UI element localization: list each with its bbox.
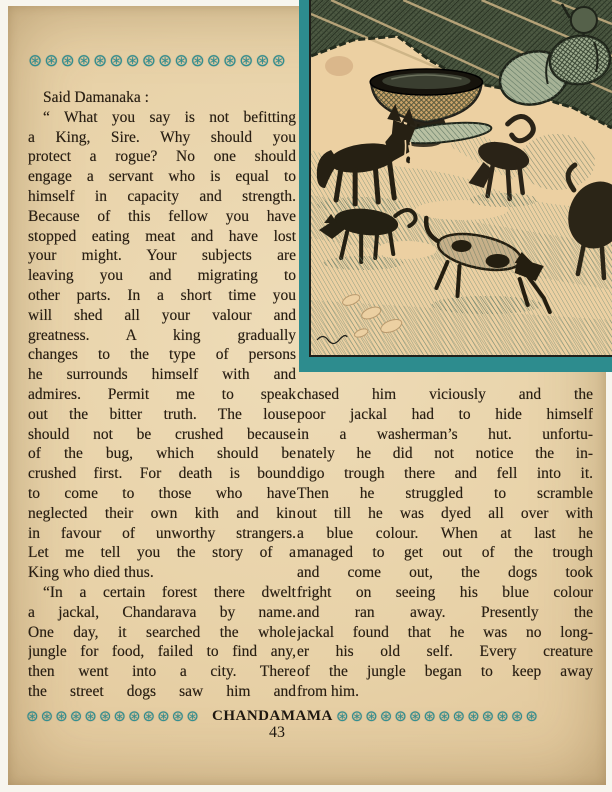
text-line: nately he did not notice the in-: [297, 445, 593, 463]
text-line: of the jungle began to keep away: [297, 663, 593, 681]
text-line: jackal found that he was no long-: [297, 623, 593, 641]
text-line: in a washerman’s hut. unfortu-: [297, 425, 593, 443]
text-line: Then he struggled to scramble: [297, 484, 593, 502]
text-line: poor jackal had to hide himself: [297, 405, 593, 423]
text-line: One day, it searched the whole: [28, 623, 296, 641]
text-line: a blue colour. When at last he: [297, 524, 593, 542]
story-illustration-frame: [299, 0, 612, 372]
text-line: protect a rogue? No one should: [28, 148, 296, 166]
story-illustration: [309, 0, 612, 357]
text-line: admires. Permit me to speak: [28, 385, 296, 403]
floral-chain-ornament-footer-left: ⊛⊛⊛⊛⊛⊛⊛⊛⊛⊛⊛⊛: [26, 707, 201, 725]
text-line: crushed first. For death is bound: [28, 465, 296, 483]
text-line: then went into a city. There: [28, 663, 296, 681]
text-line: neglected their own kith and kin: [28, 504, 296, 522]
text-line: from him.: [297, 682, 359, 700]
text-line: out till he was dyed all over with: [297, 504, 593, 522]
text-line: digo trough there and fell into it.: [297, 465, 593, 483]
text-line: he surrounds himself with and: [28, 366, 296, 384]
text-line: leaving you and migrating to: [28, 267, 296, 285]
floral-chain-ornament-top: ⊛⊛⊛⊛⊛⊛⊛⊛⊛⊛⊛⊛⊛⊛⊛⊛: [28, 51, 288, 71]
text-line: the street dogs saw him and: [28, 682, 296, 700]
text-line: fright on seeing his blue colour: [297, 583, 593, 601]
text-line: changes to the type of persons: [28, 346, 296, 364]
text-line: to come to those who have: [28, 484, 296, 502]
text-line: stopped eating meat and have lost: [28, 227, 296, 245]
text-line: chased him viciously and the: [297, 386, 593, 403]
text-line: jungle for food, failed to find any,: [28, 643, 296, 661]
text-line: and ran away. Presently the: [297, 603, 593, 621]
text-line: Said Damanaka :: [43, 89, 149, 106]
text-line: a King, Sire. Why should you: [28, 128, 296, 146]
text-line: Let me tell you the story of a: [28, 544, 296, 562]
text-line: himself in capacity and strength.: [28, 187, 296, 205]
magazine-title: CHANDAMAMA: [212, 708, 333, 724]
text-line: engage a servant who is equal to: [28, 168, 296, 186]
text-line: managed to get out of the trough: [297, 544, 593, 562]
illustration-drawing: [311, 0, 612, 355]
text-line: in favour of unworthy strangers.: [28, 524, 296, 542]
story-text-left-column: [28, 88, 296, 702]
text-line: er his old self. Every creature: [297, 643, 593, 661]
page-number: 43: [269, 724, 285, 741]
text-line: your might. Your subjects are: [28, 247, 296, 265]
text-line: Because of this fellow you have: [28, 207, 296, 225]
text-line: will shed all your valour and: [28, 306, 296, 324]
floral-chain-ornament-footer-right: ⊛⊛⊛⊛⊛⊛⊛⊛⊛⊛⊛⊛⊛⊛: [336, 707, 540, 725]
text-line: and come out, the dogs took: [297, 564, 593, 582]
story-text-right-column: [297, 385, 593, 702]
text-line: other parts. In a short time you: [28, 286, 296, 304]
text-line: of the bug, which should be: [28, 445, 296, 463]
text-line: out the bitter truth. The louse: [28, 405, 296, 423]
text-line: a jackal, Chandarava by name.: [28, 603, 296, 621]
text-line: should not be crushed because: [28, 425, 296, 443]
text-line: King who died thus.: [28, 564, 154, 582]
text-line: “ What you say is not befitting: [43, 108, 296, 126]
text-line: “In a certain forest there dwelt: [43, 583, 296, 601]
text-line: greatness. A king gradually: [28, 326, 296, 344]
